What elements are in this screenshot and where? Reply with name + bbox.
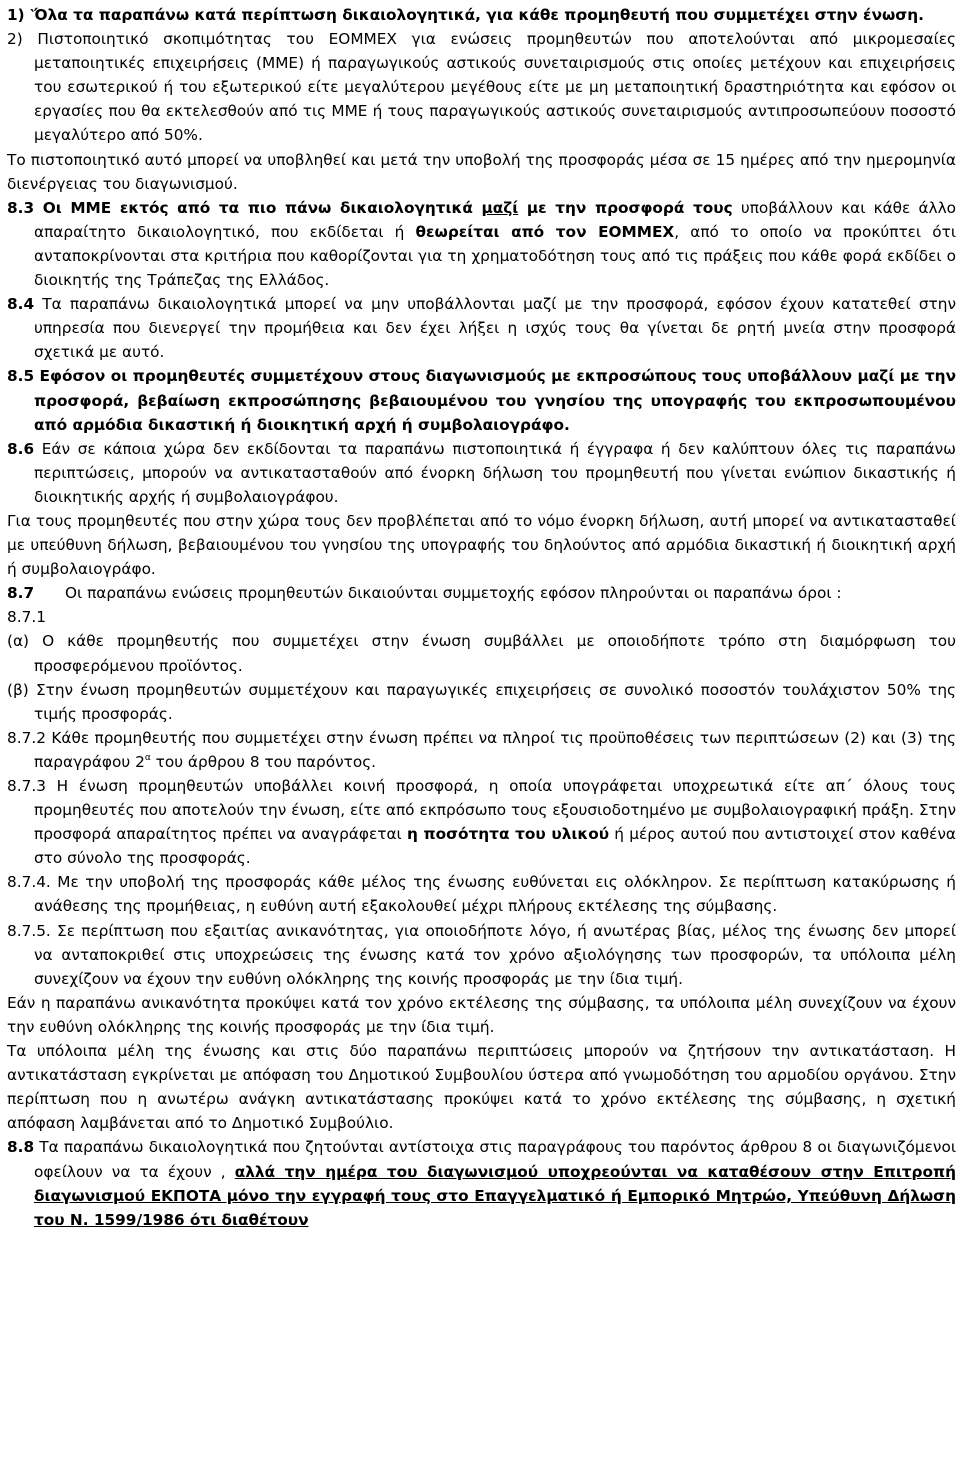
section-8-5-text: Εφόσον οι προμηθευτές συμμετέχουν στους διαγωνισμούς με εκπροσώπους τους υποβάλλουν μαζί με την προσφορά, βεβαίωση εκπροσώπησης βεβαιουμένου του γνησίου της υπογραφής του εκπροσωπουμένου από αρμόδια δικαστική ή διοικητική αρχή ή συμβολαιογράφο. bbox=[34, 367, 956, 434]
section-8-3-underline: μαζί bbox=[481, 198, 519, 217]
section-8-7-1-b-text: (β) Στην ένωση προμηθευτών συμμετέχουν και παραγωγικές επιχειρήσεις σε συνολικό ποσοστόν τουλάχιστον 50% της τιμής προσφοράς. bbox=[7, 680, 956, 723]
section-8-7-5 bbox=[7, 919, 956, 991]
section-8-8-text: Τα παραπάνω δικαιολογητικά που ζητούνται αντίστοιχα στις παραγράφους του παρόντος άρθρου 8 οι διαγωνιζόμενοι οφείλουν να τα έχουν , bbox=[34, 1138, 956, 1181]
section-8-5 bbox=[7, 364, 956, 436]
section-8-8-bold-underline: αλλά την ημέρα του διαγωνισμού υποχρεούνται να καταθέσουν στην Επιτροπή διαγωνισμού ΕΚΠΟΤΑ μόνο την εγγραφή τους στο Επαγγελματικό ή Εμπορικό Μητρώο, Υπεύθυνη Δήλωση του Ν. 1599/1986 ότι διαθέτουν bbox=[34, 1162, 956, 1229]
section-8-3-bold-2: με την προσφορά τους bbox=[518, 198, 733, 217]
section-8-3-text: υποβάλλουν και κάθε άλλο απαραίτητο δικαιολογητικό, που εκδίδεται ή bbox=[34, 198, 956, 241]
replacement-text: Τα υπόλοιπα μέλη της ένωσης και στις δύο παραπάνω περιπτώσεις μπορούν να ζητήσουν την αντικατάσταση. Η αντικατάσταση εγκρίνεται με απόφαση του Δημοτικού Συμβουλίου ύστερα από γνωμοδότηση του αρμοδίου οργάνου. Στην περίπτωση που η ανωτέρω ανάγκη αντικατάστασης προκύψει κατά το χρόνο εκτέλεσης της σύμβασης, η σχετική απόφαση λαμβάνεται από το Δημοτικό Συμβούλιο. bbox=[7, 1042, 956, 1133]
document-page bbox=[7, 3, 956, 1232]
section-8-7-1-a-text: (α) Ο κάθε προμηθευτής που συμμετέχει στην ένωση συμβάλλει με οποιοδήποτε τρόπο στη διαμόρφωση του προσφερόμενου προϊόντος. bbox=[7, 632, 956, 675]
section-8-7 bbox=[7, 581, 956, 605]
execution-incapacity-text: Εάν η παραπάνω ανικανότητα προκύψει κατά τον χρόνο εκτέλεσης της σύμβασης, τα υπόλοιπα μέλη συνεχίζουν να έχουν την ευθύνη ολόκληρης της κοινής προσφοράς με την ίδια τιμή. bbox=[7, 993, 956, 1036]
section-8-8-number: 8.8 bbox=[7, 1138, 35, 1157]
section-8-6 bbox=[7, 437, 956, 509]
item-1-text: 1) ‵Όλα τα παραπάνω κατά περίπτωση δικαιολογητικά, για κάθε προμηθευτή που συμμετέχει στην ένωση. bbox=[7, 6, 924, 24]
section-8-7-1-number: 8.7.1 bbox=[7, 608, 46, 627]
section-8-6-text: Εάν σε κάποια χώρα δεν εκδίδονται τα παραπάνω πιστοποιητικά ή έγγραφα ή δεν καλύπτουν όλες τις παραπάνω περιπτώσεις, μπορούν να αντικατασταθούν από ένορκη δήλωση του προμηθευτή που γίνεται ενώπιον δικαστικής ή διοικητικής αρχής ή συμβολαιογράφου. bbox=[34, 439, 956, 506]
section-8-6-follow-text: Για τους προμηθευτές που στην χώρα τους δεν προβλέπεται από το νόμο ένορκη δήλωση, αυτή μπορεί να αντικατασταθεί με υπεύθυνη δήλωση, βεβαιουμένου του γνησίου της υπογραφής του δηλούντος από αρμόδια δικαστική ή διοικητική αρχή ή συμβολαιογράφο. bbox=[7, 511, 956, 579]
paragraph-certificate-deadline bbox=[7, 148, 956, 196]
section-8-7-3-bold: η ποσότητα του υλικού bbox=[406, 825, 610, 844]
section-8-7-1 bbox=[7, 605, 956, 629]
section-8-7-number: 8.7 bbox=[7, 584, 35, 603]
section-8-7-3-text: 8.7.3 Η ένωση προμηθευτών υποβάλλει κοινή προσφορά, η οποία υπογράφεται υποχρεωτικά είτε απ΄ όλους τους προμηθευτές που αποτελούν την ένωση, είτε από εκπρόσωπο τους εξουσιοδοτημένο με συμβολαιογραφική πράξη. Στην προσφορά απαραίτητος πρέπει να αναγράφεται bbox=[7, 777, 956, 844]
section-8-7-4-text: 8.7.4. Με την υποβολή της προσφοράς κάθε μέλος της ένωσης ευθύνεται εις ολόκληρον. Σε περίπτωση κατακύρωσης ή ανάθεσης της προμήθειας, η ευθύνη αυτή εξακολουθεί μέχρι πλήρους εκτέλεσης της σύμβασης. bbox=[7, 873, 956, 916]
section-8-5-number: 8.5 bbox=[7, 367, 35, 386]
section-8-7-1-a bbox=[7, 629, 956, 677]
section-8-3-text-2: , από το οποίο να προκύπτει ότι ανταποκρίνονται στα κριτήρια που καθορίζονται για τη χρηματοδότηση τους από τις πράξεις που κάθε φορά εκδίδει ο διοικητής της Τράπεζας της Ελλάδος. bbox=[34, 222, 956, 290]
section-8-7-3-text-2: ή μέρος αυτού που αντιστοιχεί στον καθένα στο σύνολο της προσφοράς. bbox=[34, 825, 956, 868]
section-8-4 bbox=[7, 292, 956, 364]
item-2-text: 2) Πιστοποιητικό σκοπιμότητας του ΕΟΜΜΕΧ για ενώσεις προμηθευτών που αποτελούνται από μικρομεσαίες μεταποιητικές επιχειρήσεις (ΜΜΕ) ή παραγωγικούς αστικούς συνεταιρισμούς στις οποίες μετέχουν και επιχειρήσεις του εσωτερικού ή του εξωτερικού είτε μεγαλύτερου μεγέθους είτε με μη μεταποιητική δραστηριότητα και εφόσον οι εργασίες που θα εκτελεσθούν από τις ΜΜΕ ή τους παραγωγικούς αστικούς συνεταιρισμούς αντιπροσωπεύουν ποσοστό μεγαλύτερο από 50%. bbox=[7, 30, 956, 145]
section-8-7-3 bbox=[7, 774, 956, 870]
section-8-7-1-b bbox=[7, 678, 956, 726]
certificate-deadline-text: Το πιστοποιητικό αυτό μπορεί να υποβληθεί και μετά την υποβολή της προσφοράς μέσα σε 15 ημέρες από την ημερομηνία διενέργειας του διαγωνισμού. bbox=[7, 150, 956, 193]
section-8-7-text: Οι παραπάνω ενώσεις προμηθευτών δικαιούνται συμμετοχής εφόσον πληρούνται οι παραπάνω όροι : bbox=[65, 584, 842, 603]
section-8-7-2-text: 8.7.2 Κάθε προμηθευτής που συμμετέχει στην ένωση πρέπει να πληροί τις προϋποθέσεις των περιπτώσεων (2) και (3) της παραγράφου 2 bbox=[7, 728, 956, 771]
paragraph-item-1 bbox=[7, 3, 956, 27]
paragraph-replacement bbox=[7, 1039, 956, 1135]
section-8-6-number: 8.6 bbox=[7, 439, 35, 458]
section-8-3-number: 8.3 bbox=[7, 198, 35, 217]
paragraph-execution-incapacity bbox=[7, 991, 956, 1039]
section-8-7-2-text-2: του άρθρου 8 του παρόντος. bbox=[150, 752, 377, 771]
section-8-3-bold-3: θεωρείται από τον ΕΟΜΜΕΧ bbox=[415, 222, 675, 241]
section-8-7-4 bbox=[7, 870, 956, 918]
paragraph-item-2 bbox=[7, 27, 956, 147]
section-8-4-number: 8.4 bbox=[7, 295, 35, 314]
section-8-3-bold: Οι ΜΜΕ εκτός από τα πιο πάνω δικαιολογητικά bbox=[34, 198, 482, 217]
section-8-4-text: Τα παραπάνω δικαιολογητικά μπορεί να μην υποβάλλονται μαζί με την προσφορά, εφόσον έχουν κατατεθεί στην υπηρεσία που διενεργεί την προμήθεια και δεν έχει λήξει η ισχύς τους θα γίνεται δε ρητή μνεία στην προσφορά σχετικά με αυτό. bbox=[34, 295, 956, 362]
section-8-8 bbox=[7, 1135, 956, 1231]
section-8-7-2 bbox=[7, 726, 956, 774]
section-8-7-5-text: 8.7.5. Σε περίπτωση που εξαιτίας ανικανότητας, για οποιοδήποτε λόγο, ή ανωτέρας βίας, μέλος της ένωσης δεν μπορεί να ανταποκριθεί στις υποχρεώσεις της ένωσης κατά τον χρόνο αξιολόγησης των προσφορών, τα υπόλοιπα μέλη συνεχίζουν να έχουν την ευθύνη ολόκληρης της κοινής προσφοράς με την ίδια τιμή. bbox=[7, 921, 956, 988]
superscript-alpha: α bbox=[144, 752, 151, 763]
section-8-3 bbox=[7, 196, 956, 292]
section-8-6-follow bbox=[7, 509, 956, 581]
